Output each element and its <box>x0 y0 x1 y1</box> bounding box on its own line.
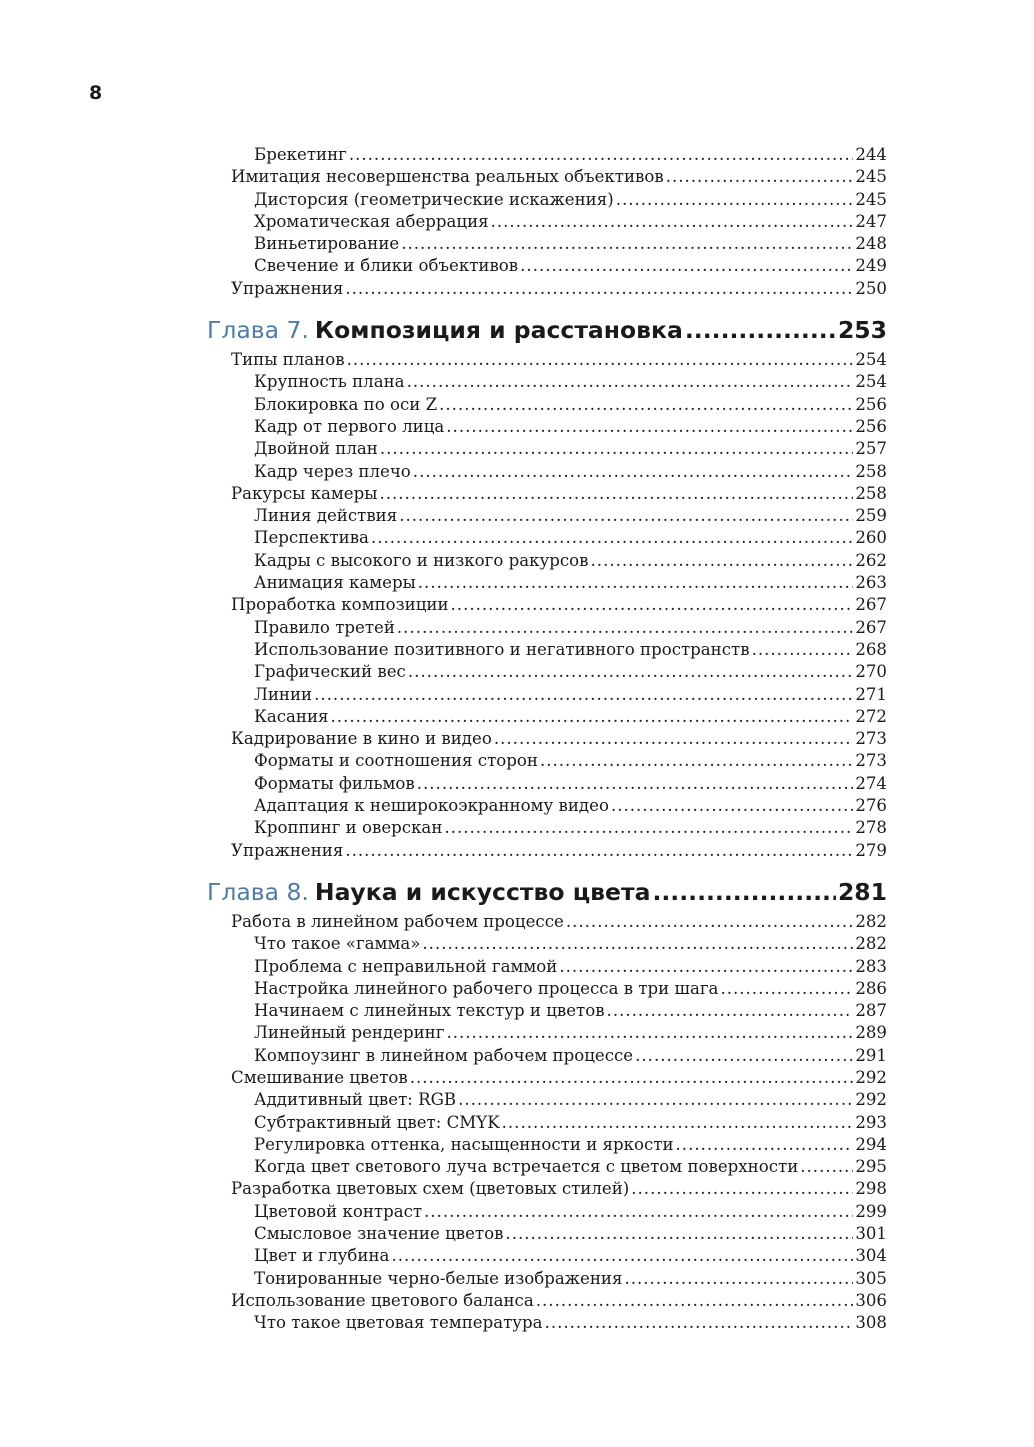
entry-title: Графический вес <box>254 662 406 682</box>
dot-leader <box>446 416 853 438</box>
entry-title: Виньетирование <box>254 234 400 254</box>
entry-title: Смешивание цветов <box>231 1067 408 1087</box>
entry-page-number: 301 <box>855 1224 887 1244</box>
toc-subsection-entry[interactable] <box>207 211 887 233</box>
entry-title: Кроппинг и оверскан <box>254 818 443 838</box>
entry-title: Кадрирование в кино и видео <box>231 729 492 749</box>
entry-title: Проработка композиции <box>231 595 449 615</box>
chapter-page-number: 253 <box>837 316 887 345</box>
entry-page-number: 267 <box>855 617 887 637</box>
entry-page-number: 271 <box>855 684 887 704</box>
toc-subsection-entry[interactable] <box>207 394 887 416</box>
entry-title: Правило третей <box>254 617 395 637</box>
entry-title: Упражнения <box>231 278 344 298</box>
toc-subsection-entry[interactable] <box>207 416 887 438</box>
dot-leader <box>540 750 853 772</box>
entry-page-number: 279 <box>855 840 887 860</box>
page-number: 8 <box>89 82 103 104</box>
dot-leader <box>331 706 854 728</box>
entry-page-number: 254 <box>855 372 887 392</box>
toc-subsection-entry[interactable] <box>207 933 887 955</box>
entry-page-number: 283 <box>855 956 887 976</box>
entry-page-number: 305 <box>855 1268 887 1288</box>
toc-subsection-entry[interactable] <box>207 1156 887 1178</box>
entry-page-number: 292 <box>855 1067 887 1087</box>
dot-leader <box>666 166 854 188</box>
entry-page-number: 249 <box>855 256 887 276</box>
entry-page-number: 245 <box>855 167 887 187</box>
dot-leader <box>676 1134 854 1156</box>
dot-leader <box>545 1312 854 1334</box>
entry-title: Проблема с неправильной гаммой <box>254 956 558 976</box>
toc-section-entry[interactable] <box>207 728 887 750</box>
toc-subsection-entry[interactable] <box>207 1045 887 1067</box>
toc-subsection-entry[interactable] <box>207 617 887 639</box>
dot-leader <box>446 1022 853 1044</box>
entry-page-number: 260 <box>855 528 887 548</box>
entry-title: Когда цвет светового луча встречается с цветом поверхности <box>254 1157 799 1177</box>
dot-leader <box>635 1045 853 1067</box>
entry-title: Свечение и блики объективов <box>254 256 519 276</box>
toc-subsection-entry[interactable] <box>207 550 887 572</box>
dot-leader <box>418 572 854 594</box>
entry-page-number: 263 <box>855 573 887 593</box>
entry-page-number: 268 <box>855 639 887 659</box>
dot-leader <box>444 817 853 839</box>
toc-subsection-entry[interactable] <box>207 1112 887 1134</box>
chapter-title: Наука и искусство цвета <box>314 877 651 906</box>
entry-page-number: 270 <box>855 662 887 682</box>
entry-page-number: 257 <box>855 439 887 459</box>
entry-page-number: 244 <box>855 145 887 164</box>
dot-leader <box>616 189 854 211</box>
toc-subsection-entry[interactable] <box>207 684 887 706</box>
toc-section-entry[interactable] <box>207 1067 887 1089</box>
toc-subsection-entry[interactable] <box>207 661 887 683</box>
entry-page-number: 273 <box>855 729 887 749</box>
dot-leader <box>559 956 853 978</box>
entry-title: Субтрактивный цвет: CMYK <box>254 1112 500 1132</box>
entry-title: Тонированные черно-белые изображения <box>254 1268 623 1288</box>
entry-title: Форматы фильмов <box>254 773 415 793</box>
dot-leader <box>652 875 836 909</box>
dot-leader <box>720 978 853 1000</box>
toc-section-entry[interactable] <box>207 840 887 862</box>
entry-page-number: 286 <box>855 978 887 998</box>
dot-leader <box>413 461 854 483</box>
entry-title: Линии <box>254 684 313 704</box>
chapter-heading[interactable] <box>207 313 887 347</box>
entry-page-number: 273 <box>855 751 887 771</box>
entry-title: Работа в линейном рабочем процессе <box>231 911 564 931</box>
entry-page-number: 292 <box>855 1090 887 1110</box>
dot-leader <box>752 639 854 661</box>
dot-leader <box>505 1223 853 1245</box>
toc-subsection-entry[interactable] <box>207 527 887 549</box>
entry-title: Крупность плана <box>254 372 405 392</box>
dot-leader <box>591 550 854 572</box>
entry-page-number: 282 <box>855 911 887 931</box>
entry-title: Смысловое значение цветов <box>254 1224 504 1244</box>
entry-page-number: 274 <box>855 773 887 793</box>
toc-subsection-entry[interactable] <box>207 639 887 661</box>
entry-title: Хроматическая аберрация <box>254 211 489 231</box>
toc-subsection-entry[interactable] <box>207 233 887 255</box>
entry-title: Линия действия <box>254 506 398 526</box>
table-of-contents <box>207 144 887 1335</box>
entry-title: Дисторсия (геометрические искажения) <box>254 189 614 209</box>
dot-leader <box>407 371 854 393</box>
toc-subsection-entry[interactable] <box>207 956 887 978</box>
entry-title: Что такое «гамма» <box>254 934 421 954</box>
entry-page-number: 299 <box>855 1201 887 1221</box>
dot-leader <box>371 527 853 549</box>
dot-leader <box>566 911 853 933</box>
entry-title: Использование позитивного и негативного пространств <box>254 639 750 659</box>
entry-page-number: 254 <box>855 350 887 370</box>
entry-title: Имитация несовершенства реальных объективов <box>231 167 664 187</box>
entry-page-number: 308 <box>855 1313 887 1333</box>
dot-leader <box>349 144 853 166</box>
entry-page-number: 256 <box>855 394 887 414</box>
entry-title: Форматы и соотношения сторон <box>254 751 538 771</box>
entry-page-number: 247 <box>855 211 887 231</box>
chapter-page-number: 281 <box>837 877 887 906</box>
entry-title: Линейный рендеринг <box>254 1023 445 1043</box>
entry-title: Двойной план <box>254 439 378 459</box>
entry-page-number: 262 <box>855 550 887 570</box>
dot-leader <box>491 211 854 233</box>
entry-page-number: 248 <box>855 234 887 254</box>
entry-page-number: 287 <box>855 1001 887 1021</box>
dot-leader <box>410 1067 854 1089</box>
toc-subsection-entry[interactable] <box>207 1245 887 1267</box>
dot-leader <box>314 684 853 706</box>
entry-title: Ракурсы камеры <box>231 483 378 503</box>
entry-title: Перспектива <box>254 528 369 548</box>
dot-leader <box>424 1201 853 1223</box>
dot-leader <box>345 278 853 300</box>
entry-title: Кадр через плечо <box>254 461 411 481</box>
dot-leader <box>401 233 853 255</box>
dot-leader <box>391 1245 853 1267</box>
toc-subsection-entry[interactable] <box>207 572 887 594</box>
entry-title: Блокировка по оси Z <box>254 394 438 414</box>
entry-title: Упражнения <box>231 840 344 860</box>
chapter-label: Глава 7. <box>207 316 309 345</box>
toc-subsection-entry[interactable] <box>207 255 887 277</box>
entry-title: Типы планов <box>231 350 345 370</box>
dot-leader <box>439 394 853 416</box>
dot-leader <box>631 1178 853 1200</box>
entry-title: Начинаем с линейных текстур и цветов <box>254 1001 605 1021</box>
entry-page-number: 294 <box>855 1134 887 1154</box>
toc-subsection-entry[interactable] <box>207 461 887 483</box>
entry-title: Анимация камеры <box>254 573 416 593</box>
entry-page-number: 245 <box>855 189 887 209</box>
entry-page-number: 298 <box>855 1179 887 1199</box>
entry-page-number: 295 <box>855 1157 887 1177</box>
entry-page-number: 293 <box>855 1112 887 1132</box>
toc-section-entry[interactable] <box>207 1178 887 1200</box>
toc-section-entry[interactable] <box>207 278 887 300</box>
toc-subsection-entry[interactable] <box>207 1268 887 1290</box>
entry-page-number: 278 <box>855 818 887 838</box>
dot-leader <box>408 661 853 683</box>
entry-title: Касания <box>254 706 329 726</box>
dot-leader <box>800 1156 853 1178</box>
dot-leader <box>685 313 836 347</box>
entry-title: Регулировка оттенка, насыщенности и яркости <box>254 1134 674 1154</box>
toc-subsection-entry[interactable] <box>207 505 887 527</box>
entry-page-number: 276 <box>855 796 887 816</box>
dot-leader <box>458 1089 853 1111</box>
entry-title: Что такое цветовая температура <box>254 1313 543 1333</box>
toc-subsection-entry[interactable] <box>207 773 887 795</box>
chapter-heading[interactable] <box>207 875 887 909</box>
entry-title: Аддитивный цвет: RGB <box>254 1090 457 1110</box>
toc-subsection-entry[interactable] <box>207 706 887 728</box>
dot-leader <box>624 1268 853 1290</box>
dot-leader <box>422 933 853 955</box>
entry-title: Цвет и глубина <box>254 1246 390 1266</box>
dot-leader <box>520 255 853 277</box>
chapter-title: Композиция и расстановка <box>314 316 683 345</box>
entry-page-number: 289 <box>855 1023 887 1043</box>
entry-page-number: 291 <box>855 1045 887 1065</box>
toc-subsection-entry[interactable] <box>207 1134 887 1156</box>
dot-leader <box>379 483 853 505</box>
entry-title: Использование цветового баланса <box>231 1290 534 1310</box>
entry-title: Компоузинг в линейном рабочем процессе <box>254 1045 634 1065</box>
toc-section-entry[interactable] <box>207 166 887 188</box>
entry-page-number: 304 <box>855 1246 887 1266</box>
entry-page-number: 250 <box>855 278 887 298</box>
toc-subsection-entry[interactable] <box>207 438 887 460</box>
toc-subsection-entry[interactable] <box>207 750 887 772</box>
toc-subsection-entry[interactable] <box>207 1312 887 1334</box>
entry-title: Кадр от первого лица <box>254 416 445 436</box>
toc-subsection-entry[interactable] <box>207 795 887 817</box>
entry-page-number: 272 <box>855 706 887 726</box>
entry-title: Настройка линейного рабочего процесса в три шага <box>254 978 719 998</box>
toc-subsection-entry[interactable] <box>207 978 887 1000</box>
toc-subsection-entry[interactable] <box>207 1089 887 1111</box>
toc-section-entry[interactable] <box>207 483 887 505</box>
entry-page-number: 267 <box>855 595 887 615</box>
toc-subsection-entry[interactable] <box>207 1223 887 1245</box>
toc-subsection-entry[interactable] <box>207 189 887 211</box>
dot-leader <box>611 795 853 817</box>
entry-page-number: 258 <box>855 483 887 503</box>
chapter-label: Глава 8. <box>207 877 309 906</box>
toc-subsection-entry[interactable] <box>207 371 887 393</box>
dot-leader <box>536 1290 854 1312</box>
dot-leader <box>502 1112 854 1134</box>
dot-leader <box>417 773 854 795</box>
toc-section-entry[interactable] <box>207 349 887 371</box>
dot-leader <box>399 505 853 527</box>
toc-section-entry[interactable] <box>207 594 887 616</box>
dot-leader <box>397 617 853 639</box>
entry-page-number: 258 <box>855 461 887 481</box>
dot-leader <box>347 349 854 371</box>
entry-title: Кадры с высокого и низкого ракурсов <box>254 550 589 570</box>
toc-section-entry[interactable] <box>207 1290 887 1312</box>
dot-leader <box>345 840 853 862</box>
entry-page-number: 306 <box>855 1290 887 1310</box>
toc-subsection-entry[interactable] <box>207 144 887 166</box>
entry-page-number: 259 <box>855 506 887 526</box>
toc-subsection-entry[interactable] <box>207 1000 887 1022</box>
dot-leader <box>607 1000 854 1022</box>
toc-subsection-entry[interactable] <box>207 1022 887 1044</box>
entry-title: Цветовой контраст <box>254 1201 423 1221</box>
entry-page-number: 282 <box>855 934 887 954</box>
dot-leader <box>494 728 853 750</box>
dot-leader <box>380 438 853 460</box>
entry-title: Разработка цветовых схем (цветовых стилей) <box>231 1179 630 1199</box>
toc-subsection-entry[interactable] <box>207 817 887 839</box>
toc-subsection-entry[interactable] <box>207 1201 887 1223</box>
toc-section-entry[interactable] <box>207 911 887 933</box>
entry-page-number: 256 <box>855 416 887 436</box>
dot-leader <box>451 594 854 616</box>
entry-title: Адаптация к неширокоэкранному видео <box>254 796 609 816</box>
entry-title: Брекетинг <box>254 145 347 164</box>
